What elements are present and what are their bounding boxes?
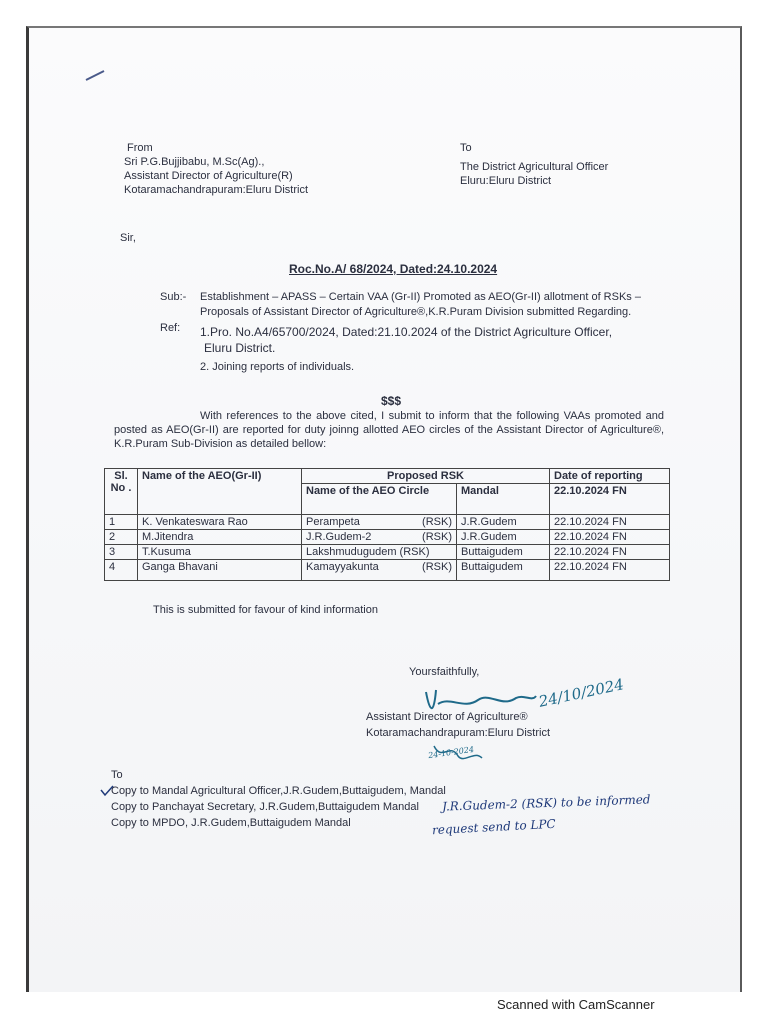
from-heading: From [127,142,153,154]
cell-date: 22.10.2024 FN [550,530,670,545]
copy-to-heading: To [111,769,123,781]
signatory-designation: Assistant Director of Agriculture® [366,711,528,723]
salutation: Sir, [120,232,136,244]
from-line-2: Assistant Director of Agriculture(R) [124,170,293,182]
cell-date: 22.10.2024 FN [550,560,670,581]
cell-mandal: J.R.Gudem [457,530,550,545]
cell-sl: 2 [105,530,138,545]
header-mandal: Mandal [457,484,550,515]
header-date-value: 22.10.2024 FN [550,484,670,515]
cell-name: K. Venkateswara Rao [138,515,302,530]
table-row [105,560,670,581]
subject-line-1: Establishment – APASS – Certain VAA (Gr-II) Promoted as AEO(Gr-II) allotment of RSKs – [200,291,641,303]
table-row [105,530,670,545]
cell-sl: 4 [105,560,138,581]
circle-name: Perampeta [306,516,360,528]
to-line-1: The District Agricultural Officer [460,161,609,173]
cell-name: T.Kusuma [138,545,302,560]
signature-date: 24/10/2024 [537,675,626,711]
header-aeo-circle: Name of the AEO Circle [302,484,457,515]
cell-circle [302,515,457,530]
table-row [105,545,670,560]
initials-date: 24-10-2024 [427,744,475,761]
cell-sl: 3 [105,545,138,560]
header-date-of-reporting: Date of reporting [550,469,670,484]
copy-to-line-1: Copy to Mandal Agricultural Officer,J.R.Gudem,Buttaigudem, Mandal [111,785,446,797]
cell-name: M.Jitendra [138,530,302,545]
header-proposed-rsk: Proposed RSK [302,469,550,484]
cell-sl: 1 [105,515,138,530]
rsk-allotment-table [104,468,670,581]
to-heading: To [460,142,472,154]
closing-note: This is submitted for favour of kind information [153,604,378,616]
cell-circle [302,530,457,545]
separator-mark: $$$ [381,394,402,408]
reference-line-2: Eluru District. [204,341,276,355]
to-line-2: Eluru:Eluru District [460,175,552,187]
cell-circle: Lakshmudugudem (RSK) [302,545,457,560]
pen-stroke-mark [84,68,108,84]
subject-label: Sub:- [160,291,187,303]
cell-mandal: J.R.Gudem [457,515,550,530]
table-row [105,515,670,530]
handwritten-note-line-2: request send to LPC [431,816,557,838]
reference-label: Ref: [160,322,181,334]
cell-mandal: Buttaigudem [457,545,550,560]
checkmark-icon [100,784,114,798]
scanner-watermark: Scanned with CamScanner [497,997,655,1012]
cell-mandal: Buttaigudem [457,560,550,581]
from-line-1: Sri P.G.Bujjibabu, M.Sc(Ag)., [124,156,265,168]
from-line-3: Kotaramachandrapuram:Eluru District [124,184,309,196]
reference-line-1: 1.Pro. No.A4/65700/2024, Dated:21.10.2024 of the District Agriculture Officer, [200,325,613,339]
circle-rsk: (RSK) [422,561,452,573]
copy-to-line-2: Copy to Panchayat Secretary, J.R.Gudem,Buttaigudem Mandal [111,801,419,813]
cell-circle [302,560,457,581]
yours-faithfully: Yoursfaithfully, [409,666,480,678]
roc-number: Roc.No.A/ 68/2024, Dated:24.10.2024 [289,262,498,276]
cell-date: 22.10.2024 FN [550,545,670,560]
handwritten-note-line-1: J.R.Gudem-2 (RSK) to be informed [441,792,651,814]
subject-line-2: Proposals of Assistant Director of Agriculture®,K.R.Puram Division submitted Regarding. [200,306,632,318]
circle-rsk: (RSK) [422,516,452,528]
body-paragraph: With references to the above cited, I submit to inform that the following VAAs promoted and posted as AEO(Gr-II) are reported for duty joinng allotted AEO circles of the Assistant Director of Agriculture®, K.R.Puram Sub-Division as detailed bellow: [114,410,664,450]
signatory-office: Kotaramachandrapuram:Eluru District [366,727,551,739]
cell-date: 22.10.2024 FN [550,515,670,530]
header-aeo-name: Name of the AEO(Gr-II) [138,469,302,515]
circle-rsk: (RSK) [422,531,452,543]
copy-to-line-3: Copy to MPDO, J.R.Gudem,Buttaigudem Mandal [111,817,351,829]
cell-name: Ganga Bhavani [138,560,302,581]
circle-name: J.R.Gudem-2 [306,531,372,543]
reference-line-3: 2. Joining reports of individuals. [200,361,355,373]
table-header-row [105,469,670,484]
header-sl-no: Sl. No . [105,469,138,515]
circle-name: Kamayyakunta [306,561,379,573]
